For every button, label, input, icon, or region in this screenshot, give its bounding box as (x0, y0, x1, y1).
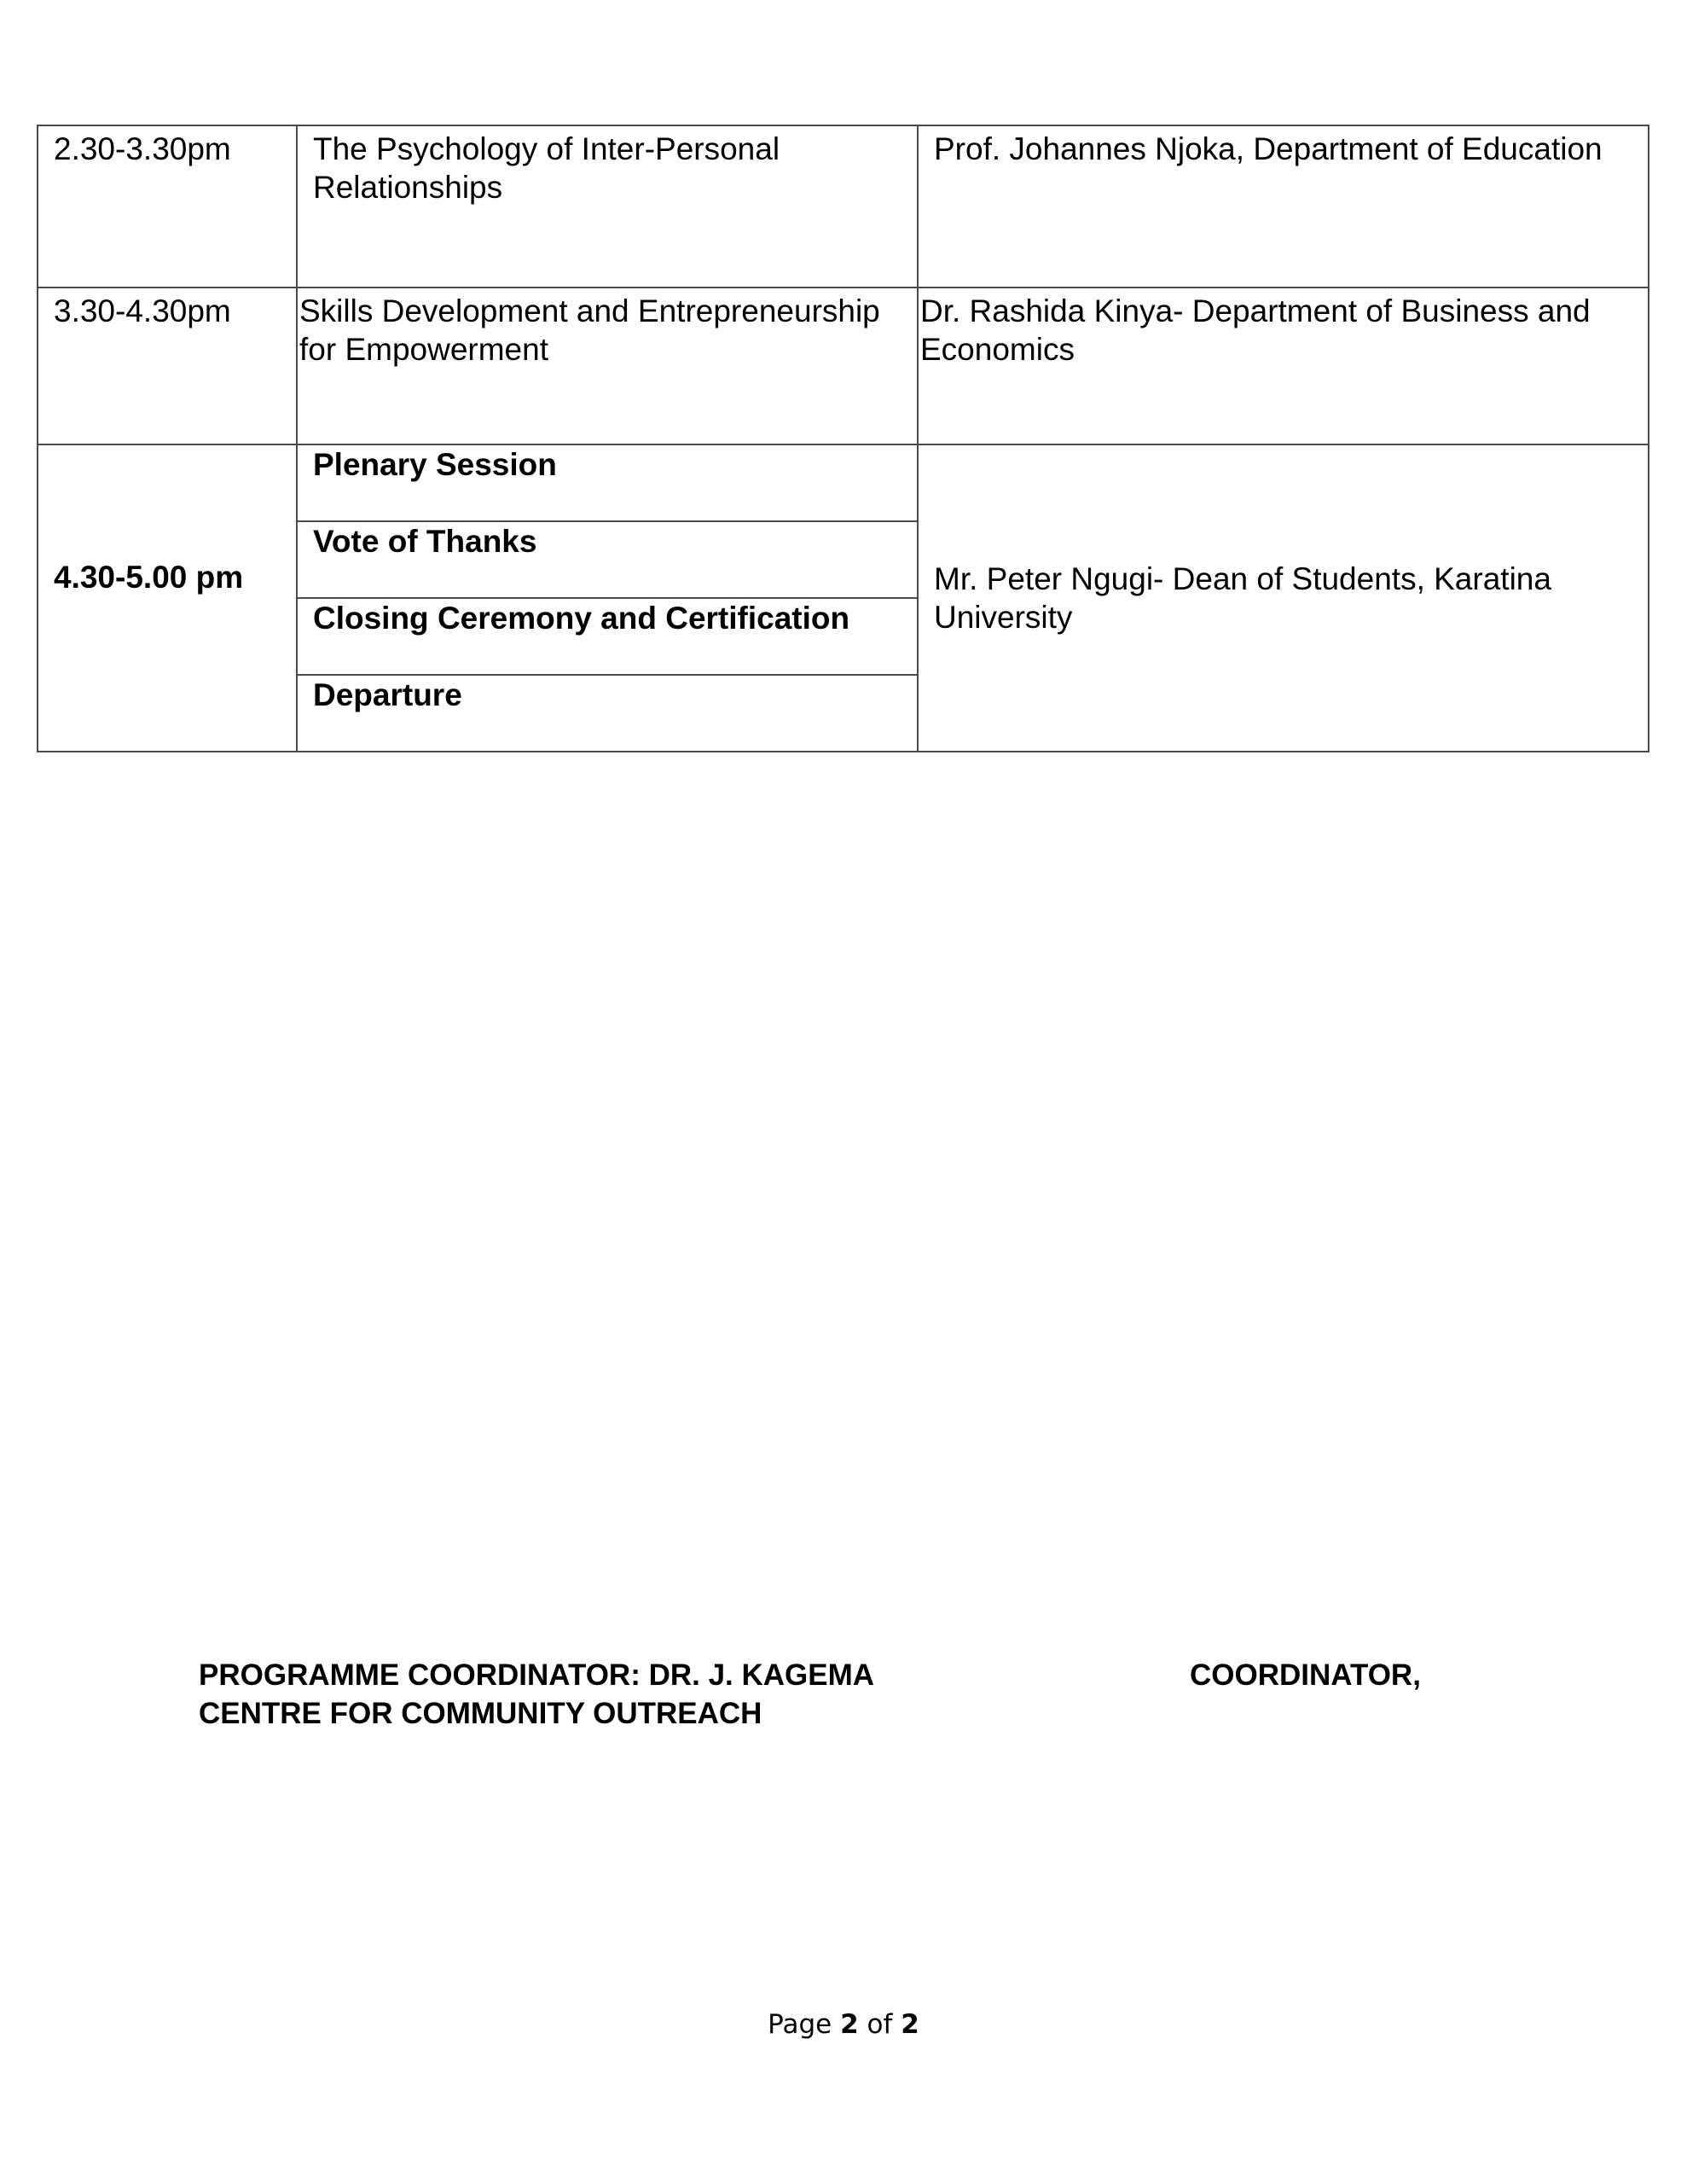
time-text: 2.30-3.30pm (54, 131, 231, 166)
closing-item-text: Plenary Session (313, 447, 557, 482)
time-cell (38, 288, 297, 444)
closing-item-cell (297, 598, 918, 675)
programme-schedule-table (37, 125, 1649, 752)
coordinator-signature-block (1190, 1656, 1421, 1694)
speaker-text: Dr. Rashida Kinya- Department of Business and Economics (920, 293, 1591, 367)
page-word: Page (768, 2009, 832, 2040)
signature-line: COORDINATOR, (1190, 1658, 1421, 1692)
table-row (38, 444, 1649, 521)
closing-item-cell (297, 675, 918, 752)
time-text: 3.30-4.30pm (54, 293, 231, 328)
programme-coordinator-signature-block (199, 1656, 874, 1733)
page-footer (0, 2007, 1687, 2042)
speaker-text: Mr. Peter Ngugi- Dean of Students, Karatina University (934, 561, 1551, 635)
closing-item-cell (297, 521, 918, 598)
speaker-cell (918, 288, 1649, 444)
table-row (38, 288, 1649, 444)
speaker-cell (918, 125, 1649, 288)
closing-item-text: Vote of Thanks (313, 524, 537, 559)
time-text: 4.30-5.00 pm (54, 559, 244, 595)
speaker-text: Prof. Johannes Njoka, Department of Education (934, 131, 1603, 166)
topic-cell (297, 125, 918, 288)
current-page-number: 2 (840, 2009, 859, 2040)
of-word: of (867, 2009, 893, 2040)
topic-cell (297, 288, 918, 444)
closing-item-cell (297, 444, 918, 521)
signature-line: PROGRAMME COORDINATOR: DR. J. KAGEMA (199, 1658, 875, 1692)
topic-text: Skills Development and Entrepreneurship for Empowerment (299, 293, 880, 367)
time-cell (38, 125, 297, 288)
closing-speaker-cell (918, 444, 1649, 752)
total-pages-number: 2 (901, 2009, 919, 2040)
closing-item-text: Closing Ceremony and Certification (313, 601, 850, 636)
table-row (38, 125, 1649, 288)
closing-item-text: Departure (313, 677, 462, 712)
signature-line: CENTRE FOR COMMUNITY OUTREACH (199, 1697, 762, 1730)
closing-time-cell (38, 444, 297, 752)
topic-text: The Psychology of Inter-Personal Relationships (313, 131, 780, 205)
